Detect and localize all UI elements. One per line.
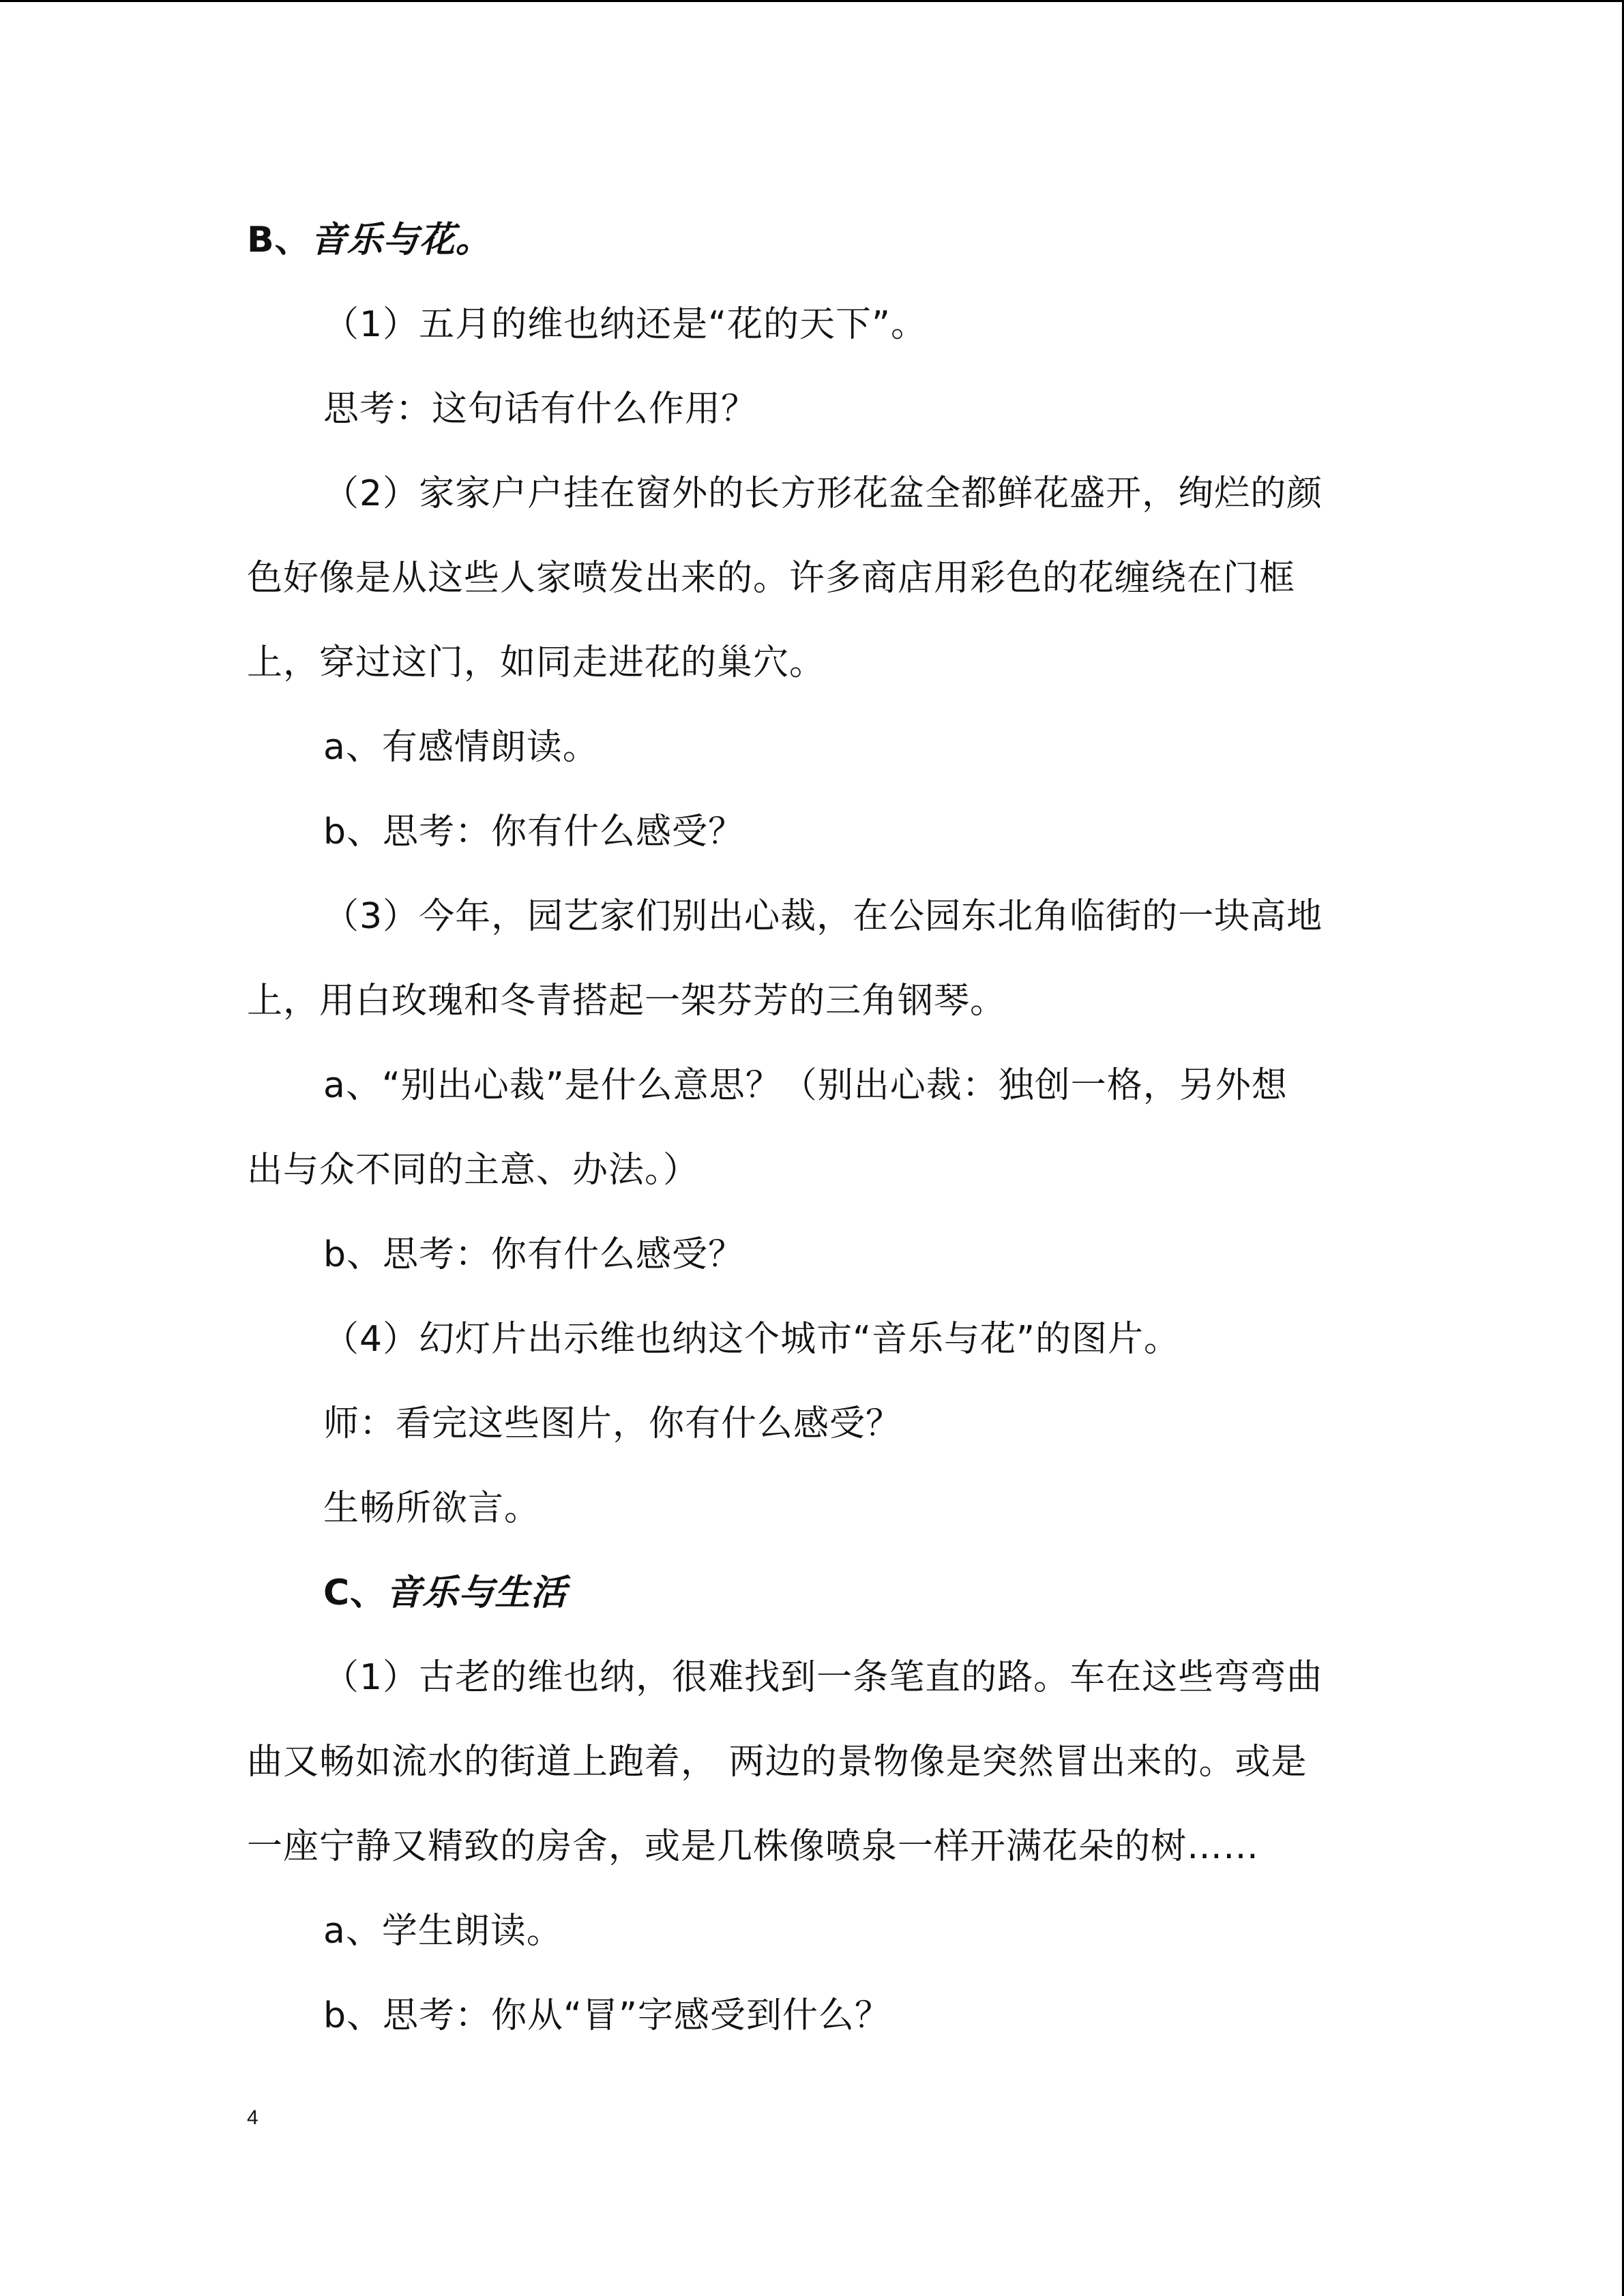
paragraph-line: b、思考：你从“冒”字感受到什么？ (323, 1995, 891, 2036)
paragraph-line: （1）五月的维也纳还是“花的天下”。 (323, 304, 927, 345)
paragraph-line: a、学生朗读。 (323, 1911, 563, 1952)
paragraph-line: a、有感情朗读。 (323, 727, 599, 768)
section-heading-b (247, 218, 492, 262)
paragraph-line: 色好像是从这些人家喷发出来的。许多商店用彩色的花缠绕在门框 (247, 558, 1296, 599)
heading-title: 音乐与花。 (310, 220, 492, 260)
paragraph-line: 上，用白玫瑰和冬青搭起一架芬芳的三角钢琴。 (247, 981, 1007, 1022)
paragraph-line: 生畅所欲言。 (323, 1488, 541, 1529)
heading-label: C、 (323, 1572, 387, 1613)
paragraph-line: 曲又畅如流水的街道上跑着， 两边的景物像是突然冒出来的。或是 (247, 1742, 1308, 1783)
heading-title: 音乐与生活 (386, 1572, 567, 1613)
page-number: 4 (247, 2106, 259, 2129)
paragraph-line: b、思考：你有什么感受？ (323, 1234, 745, 1275)
paragraph-line: a、“别出心裁”是什么意思？（别出心裁：独创一格，另外想 (323, 1065, 1288, 1106)
paragraph-line: 一座宁静又精致的房舍，或是几株像喷泉一样开满花朵的树…… (247, 1826, 1260, 1867)
paragraph-line: （1）古老的维也纳，很难找到一条笔直的路。车在这些弯弯曲 (323, 1657, 1323, 1698)
section-heading-c (323, 1571, 567, 1615)
paragraph-line: 上，穿过这门，如同走进花的巢穴。 (247, 642, 826, 683)
paragraph-line: 思考：这句话有什么作用？ (323, 389, 758, 430)
paragraph-line: b、思考：你有什么感受？ (323, 811, 745, 852)
paragraph-line: （4）幻灯片出示维也纳这个城市“音乐与花”的图片。 (323, 1319, 1180, 1360)
page-border-top (0, 0, 1624, 2)
heading-label: B、 (247, 220, 311, 260)
paragraph-line: 出与众不同的主意、办法。） (247, 1150, 700, 1191)
paragraph-line: 师：看完这些图片，你有什么感受？ (323, 1403, 902, 1444)
paragraph-line: （2）家家户户挂在窗外的长方形花盆全都鲜花盛开，绚烂的颜 (323, 473, 1323, 514)
paragraph-line: （3）今年，园艺家们别出心裁，在公园东北角临街的一块高地 (323, 896, 1323, 937)
